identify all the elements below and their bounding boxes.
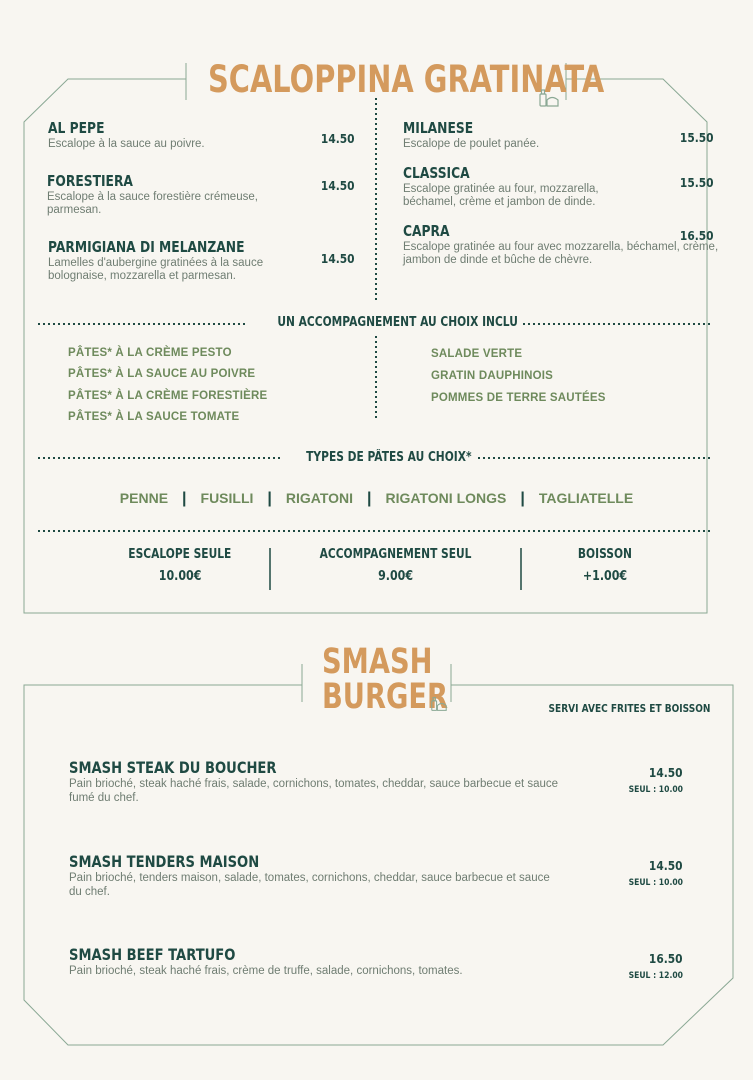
item-price: 15.50 xyxy=(680,130,714,145)
item-name: AL PEPE xyxy=(48,119,105,137)
item-name: CLASSICA xyxy=(403,164,470,182)
burger-item-steak xyxy=(69,758,579,805)
burger-price-tartufo xyxy=(619,950,683,983)
pasta-separator: | xyxy=(367,490,372,507)
accompaniment-list-left xyxy=(68,343,267,428)
pasta-type: TAGLIATELLE xyxy=(538,490,634,506)
item-desc: Lamelles d'aubergine gratinées à la sauce bolognaise, mozzarella et parmesan. xyxy=(48,257,264,282)
accompaniment-list-right xyxy=(431,343,606,409)
vegetarian-icon xyxy=(430,696,448,712)
pasta-type: PENNE xyxy=(119,490,169,506)
item-price-alone: SEUL : 10.00 xyxy=(628,785,683,795)
menu-item-classica xyxy=(403,164,683,209)
item-desc: Escalope de poulet panée. xyxy=(403,138,540,150)
item-desc: Escalope à la sauce forestière crémeuse, parmesan. xyxy=(47,191,258,216)
section-title-scaloppina: SCALOPPINA GRATINATA xyxy=(208,58,605,101)
item-desc: Pain brioché, steak haché frais, salade, cornichons, tomates, cheddar, sauce barbecue et sauce fumé du chef. xyxy=(69,778,559,804)
item-price: 14.50 xyxy=(321,131,355,146)
item-desc: Escalope gratinée au four, mozzarella, béchamel, crème et jambon de dinde. xyxy=(403,183,599,208)
item-desc: Pain brioché, steak haché frais, crème de truffe, salade, cornichons, tomates. xyxy=(69,965,463,977)
burger-item-tartufo xyxy=(69,945,579,979)
accompaniment-item: SALADE VERTE xyxy=(431,348,523,360)
item-price: 14.50 xyxy=(649,765,683,780)
pasta-separator: | xyxy=(520,490,525,507)
item-price-wrap xyxy=(315,130,355,148)
pasta-type: RIGATONI LONGS xyxy=(385,490,507,506)
accompaniment-item: GRATIN DAUPHINOIS xyxy=(431,370,554,382)
served-note-wrap xyxy=(513,699,710,717)
section-title-line: SMASH xyxy=(322,642,433,682)
pasta-type: FUSILLI xyxy=(200,490,254,506)
menu-item-forestiera xyxy=(47,172,357,217)
footer-label: ESCALOPE SEULE xyxy=(128,547,232,562)
item-price: 14.50 xyxy=(321,178,355,193)
item-price-alone: SEUL : 10.00 xyxy=(628,878,683,888)
menu-item-milanese xyxy=(403,119,683,151)
item-name: MILANESE xyxy=(403,119,474,137)
section-title-line: BURGER xyxy=(322,677,449,717)
pasta-separator: | xyxy=(267,490,272,507)
burger-price-steak xyxy=(619,764,683,797)
item-price-wrap xyxy=(674,174,714,192)
burger-price-tenders xyxy=(619,857,683,890)
item-price-alone: SEUL : 12.00 xyxy=(628,971,683,981)
item-price: 16.50 xyxy=(680,228,714,243)
accompaniment-item: POMMES DE TERRE SAUTÉES xyxy=(431,392,606,404)
accompaniment-item: PÂTES* À LA CRÈME PESTO xyxy=(68,347,232,359)
item-desc: Pain brioché, tenders maison, salade, tomates, cornichons, cheddar, sauce barbecue et sauce du chef. xyxy=(69,872,550,898)
item-name: PARMIGIANA DI MELANZANE xyxy=(48,238,245,256)
item-price: 15.50 xyxy=(680,175,714,190)
footer-value: +1.00€ xyxy=(582,569,628,584)
footer-label: BOISSON xyxy=(577,547,633,562)
item-name: SMASH TENDERS MAISON xyxy=(69,852,260,871)
menu-item-al-pepe xyxy=(48,119,358,151)
vegetarian-icon xyxy=(538,88,560,108)
item-price-wrap xyxy=(674,129,714,147)
item-price-wrap xyxy=(315,250,355,268)
footer-label: ACCOMPAGNEMENT SEUL xyxy=(319,547,472,562)
footer-value: 9.00€ xyxy=(378,569,413,584)
item-price: 14.50 xyxy=(321,251,355,266)
accompaniment-item: PÂTES* À LA SAUCE AU POIVRE xyxy=(68,368,256,381)
item-name: SMASH BEEF TARTUFO xyxy=(69,945,236,964)
pasta-heading-wrap xyxy=(282,448,472,466)
accompaniment-item: PÂTES* À LA CRÈME FORESTIÈRE xyxy=(68,389,268,402)
item-desc: Escalope à la sauce au poivre. xyxy=(48,138,205,150)
pasta-types-row xyxy=(0,490,753,508)
item-name: CAPRA xyxy=(403,222,450,240)
item-name: FORESTIERA xyxy=(47,172,133,190)
served-note: SERVI AVEC FRITES ET BOISSON xyxy=(548,702,710,715)
accompaniment-heading-wrap xyxy=(245,313,518,331)
footer-escalope-seule xyxy=(90,545,270,585)
pasta-type: RIGATONI xyxy=(285,490,354,506)
footer-boisson xyxy=(545,545,665,585)
item-name: SMASH STEAK DU BOUCHER xyxy=(69,758,277,777)
item-price: 14.50 xyxy=(649,858,683,873)
menu-item-parmigiana xyxy=(48,238,358,283)
item-desc: Escalope gratinée au four avec mozzarella, béchamel, crème, jambon de dinde et bûche de chèvre. xyxy=(403,241,719,266)
burger-item-tenders xyxy=(69,852,579,899)
item-price-wrap xyxy=(315,177,355,195)
pasta-heading: TYPES DE PÂTES AU CHOIX* xyxy=(301,450,476,465)
pasta-separator: | xyxy=(182,490,187,507)
accompaniment-item: PÂTES* À LA SAUCE TOMATE xyxy=(68,410,240,423)
accompaniment-heading: UN ACCOMPAGNEMENT AU CHOIX INCLU xyxy=(272,315,522,330)
item-price: 16.50 xyxy=(649,951,683,966)
footer-value: 10.00€ xyxy=(158,569,202,584)
footer-accompagnement-seul xyxy=(283,545,508,585)
item-price-wrap xyxy=(674,227,714,245)
